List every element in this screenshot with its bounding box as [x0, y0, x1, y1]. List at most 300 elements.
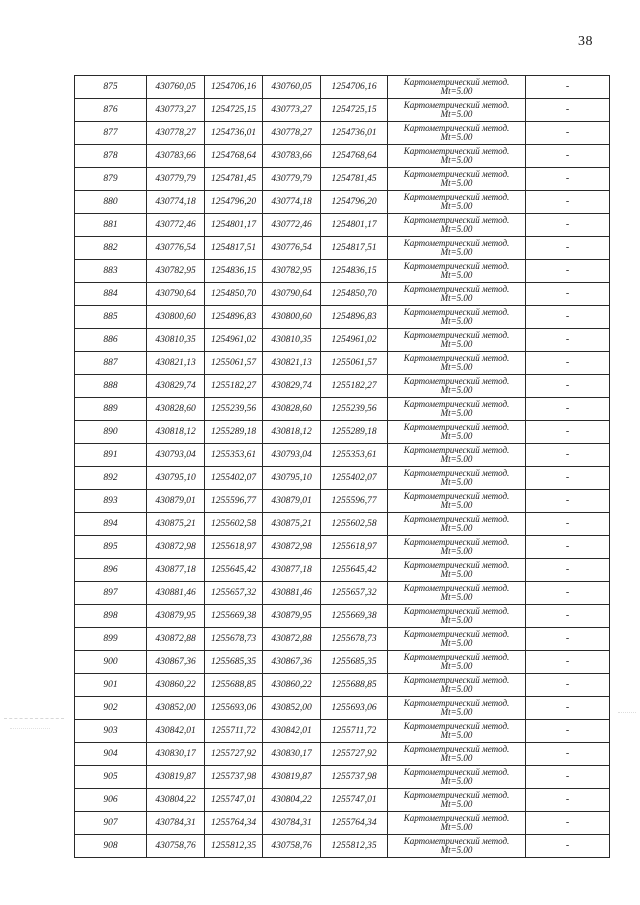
- table-row: [75, 789, 610, 812]
- scan-artifact: [618, 712, 636, 727]
- new-x-cell: 430828,60: [263, 398, 321, 421]
- existing-x-cell: 430776,54: [147, 237, 205, 260]
- method-cell: [388, 467, 526, 490]
- note-cell: -: [526, 306, 610, 329]
- method-accuracy: Mt=5.00: [440, 293, 473, 303]
- note-cell: -: [526, 605, 610, 628]
- note-cell: -: [526, 835, 610, 858]
- method-accuracy: Mt=5.00: [440, 339, 473, 349]
- method-name: Картометрический метод.: [403, 100, 510, 110]
- existing-y-cell: 1254896,83: [205, 306, 263, 329]
- point-number-cell: 878: [75, 145, 147, 168]
- new-y-cell: 1255239,56: [321, 398, 388, 421]
- new-y-cell: 1254736,01: [321, 122, 388, 145]
- new-y-cell: 1255596,77: [321, 490, 388, 513]
- note-cell: -: [526, 651, 610, 674]
- new-y-cell: 1255353,61: [321, 444, 388, 467]
- existing-x-cell: 430828,60: [147, 398, 205, 421]
- existing-y-cell: 1254706,16: [205, 76, 263, 99]
- method-name: Картометрический метод.: [403, 744, 510, 754]
- existing-y-cell: 1255596,77: [205, 490, 263, 513]
- method-cell: [388, 536, 526, 559]
- new-y-cell: 1254896,83: [321, 306, 388, 329]
- existing-x-cell: 430790,64: [147, 283, 205, 306]
- method-cell: [388, 306, 526, 329]
- existing-x-cell: 430829,74: [147, 375, 205, 398]
- method-name: Картометрический метод.: [403, 330, 510, 340]
- point-number-cell: 895: [75, 536, 147, 559]
- method-accuracy: Mt=5.00: [440, 454, 473, 464]
- method-accuracy: Mt=5.00: [440, 201, 473, 211]
- method-accuracy: Mt=5.00: [440, 109, 473, 119]
- method-cell: [388, 260, 526, 283]
- method-name: Картометрический метод.: [403, 629, 510, 639]
- note-cell: -: [526, 766, 610, 789]
- table-row: [75, 421, 610, 444]
- new-x-cell: 430881,46: [263, 582, 321, 605]
- method-accuracy: Mt=5.00: [440, 638, 473, 648]
- existing-x-cell: 430821,13: [147, 352, 205, 375]
- existing-y-cell: 1255402,07: [205, 467, 263, 490]
- point-number-cell: 898: [75, 605, 147, 628]
- new-x-cell: 430821,13: [263, 352, 321, 375]
- point-number-cell: 876: [75, 99, 147, 122]
- new-x-cell: 430818,12: [263, 421, 321, 444]
- method-accuracy: Mt=5.00: [440, 431, 473, 441]
- point-number-cell: 894: [75, 513, 147, 536]
- existing-y-cell: 1254736,01: [205, 122, 263, 145]
- method-name: Картометрический метод.: [403, 77, 510, 87]
- point-number-cell: 883: [75, 260, 147, 283]
- method-name: Картометрический метод.: [403, 307, 510, 317]
- point-number-cell: 907: [75, 812, 147, 835]
- existing-y-cell: 1255618,97: [205, 536, 263, 559]
- existing-x-cell: 430804,22: [147, 789, 205, 812]
- existing-y-cell: 1255061,57: [205, 352, 263, 375]
- point-number-cell: 902: [75, 697, 147, 720]
- existing-y-cell: 1254817,51: [205, 237, 263, 260]
- table-row: [75, 766, 610, 789]
- method-name: Картометрический метод.: [403, 376, 510, 386]
- note-cell: -: [526, 145, 610, 168]
- point-number-cell: 884: [75, 283, 147, 306]
- method-accuracy: Mt=5.00: [440, 477, 473, 487]
- method-name: Картометрический метод.: [403, 353, 510, 363]
- existing-y-cell: 1255685,35: [205, 651, 263, 674]
- method-accuracy: Mt=5.00: [440, 569, 473, 579]
- method-accuracy: Mt=5.00: [440, 178, 473, 188]
- existing-x-cell: 430758,76: [147, 835, 205, 858]
- scan-artifact: [10, 728, 50, 733]
- note-cell: -: [526, 536, 610, 559]
- new-x-cell: 430819,87: [263, 766, 321, 789]
- new-x-cell: 430830,17: [263, 743, 321, 766]
- existing-y-cell: 1255678,73: [205, 628, 263, 651]
- method-accuracy: Mt=5.00: [440, 270, 473, 280]
- method-cell: [388, 513, 526, 536]
- method-accuracy: Mt=5.00: [440, 86, 473, 96]
- new-y-cell: 1254961,02: [321, 329, 388, 352]
- point-number-cell: 897: [75, 582, 147, 605]
- note-cell: -: [526, 398, 610, 421]
- scan-artifact: [4, 718, 64, 725]
- point-number-cell: 892: [75, 467, 147, 490]
- table-row: [75, 513, 610, 536]
- method-name: Картометрический метод.: [403, 215, 510, 225]
- note-cell: -: [526, 352, 610, 375]
- method-name: Картометрический метод.: [403, 284, 510, 294]
- method-accuracy: Mt=5.00: [440, 155, 473, 165]
- existing-x-cell: 430867,36: [147, 651, 205, 674]
- existing-y-cell: 1255737,98: [205, 766, 263, 789]
- table-row: [75, 76, 610, 99]
- new-y-cell: 1255602,58: [321, 513, 388, 536]
- existing-x-cell: 430872,98: [147, 536, 205, 559]
- method-cell: [388, 76, 526, 99]
- existing-y-cell: 1254836,15: [205, 260, 263, 283]
- method-cell: [388, 444, 526, 467]
- new-y-cell: 1254817,51: [321, 237, 388, 260]
- table-row: [75, 628, 610, 651]
- new-y-cell: 1254836,15: [321, 260, 388, 283]
- method-name: Картометрический метод.: [403, 836, 510, 846]
- existing-x-cell: 430830,17: [147, 743, 205, 766]
- new-y-cell: 1255685,35: [321, 651, 388, 674]
- new-y-cell: 1255678,73: [321, 628, 388, 651]
- existing-y-cell: 1255645,42: [205, 559, 263, 582]
- existing-y-cell: 1255239,56: [205, 398, 263, 421]
- table-row: [75, 743, 610, 766]
- coordinates-table: [74, 75, 610, 858]
- method-name: Картометрический метод.: [403, 123, 510, 133]
- new-y-cell: 1255618,97: [321, 536, 388, 559]
- existing-x-cell: 430779,79: [147, 168, 205, 191]
- existing-y-cell: 1255812,35: [205, 835, 263, 858]
- note-cell: -: [526, 559, 610, 582]
- new-y-cell: 1255402,07: [321, 467, 388, 490]
- new-y-cell: 1255669,38: [321, 605, 388, 628]
- point-number-cell: 886: [75, 329, 147, 352]
- table-row: [75, 651, 610, 674]
- note-cell: -: [526, 789, 610, 812]
- note-cell: -: [526, 628, 610, 651]
- method-cell: [388, 605, 526, 628]
- point-number-cell: 875: [75, 76, 147, 99]
- table-row: [75, 99, 610, 122]
- existing-x-cell: 430760,05: [147, 76, 205, 99]
- table-row: [75, 306, 610, 329]
- method-cell: [388, 720, 526, 743]
- method-cell: [388, 766, 526, 789]
- note-cell: -: [526, 76, 610, 99]
- method-accuracy: Mt=5.00: [440, 730, 473, 740]
- method-name: Картометрический метод.: [403, 537, 510, 547]
- method-cell: [388, 122, 526, 145]
- new-y-cell: 1255747,01: [321, 789, 388, 812]
- method-name: Картометрический метод.: [403, 445, 510, 455]
- table-row: [75, 375, 610, 398]
- existing-x-cell: 430773,27: [147, 99, 205, 122]
- method-cell: [388, 697, 526, 720]
- note-cell: -: [526, 191, 610, 214]
- method-cell: [388, 812, 526, 835]
- new-x-cell: 430879,95: [263, 605, 321, 628]
- new-x-cell: 430779,79: [263, 168, 321, 191]
- point-number-cell: 879: [75, 168, 147, 191]
- method-cell: [388, 375, 526, 398]
- new-y-cell: 1255764,34: [321, 812, 388, 835]
- existing-x-cell: 430795,10: [147, 467, 205, 490]
- point-number-cell: 890: [75, 421, 147, 444]
- existing-x-cell: 430879,95: [147, 605, 205, 628]
- method-accuracy: Mt=5.00: [440, 408, 473, 418]
- method-accuracy: Mt=5.00: [440, 224, 473, 234]
- method-accuracy: Mt=5.00: [440, 546, 473, 556]
- existing-y-cell: 1254768,64: [205, 145, 263, 168]
- table-row: [75, 720, 610, 743]
- method-accuracy: Mt=5.00: [440, 845, 473, 855]
- existing-x-cell: 430860,22: [147, 674, 205, 697]
- table-row: [75, 145, 610, 168]
- method-accuracy: Mt=5.00: [440, 362, 473, 372]
- existing-y-cell: 1255602,58: [205, 513, 263, 536]
- method-accuracy: Mt=5.00: [440, 822, 473, 832]
- note-cell: -: [526, 743, 610, 766]
- new-y-cell: 1254796,20: [321, 191, 388, 214]
- method-cell: [388, 237, 526, 260]
- existing-x-cell: 430782,95: [147, 260, 205, 283]
- note-cell: -: [526, 513, 610, 536]
- point-number-cell: 881: [75, 214, 147, 237]
- method-cell: [388, 352, 526, 375]
- note-cell: -: [526, 674, 610, 697]
- method-accuracy: Mt=5.00: [440, 615, 473, 625]
- method-name: Картометрический метод.: [403, 192, 510, 202]
- table-row: [75, 329, 610, 352]
- table-row: [75, 122, 610, 145]
- new-x-cell: 430774,18: [263, 191, 321, 214]
- existing-x-cell: 430819,87: [147, 766, 205, 789]
- note-cell: -: [526, 375, 610, 398]
- new-x-cell: 430800,60: [263, 306, 321, 329]
- existing-x-cell: 430778,27: [147, 122, 205, 145]
- new-y-cell: 1255688,85: [321, 674, 388, 697]
- new-x-cell: 430872,98: [263, 536, 321, 559]
- method-cell: [388, 214, 526, 237]
- table-row: [75, 605, 610, 628]
- note-cell: -: [526, 237, 610, 260]
- method-accuracy: Mt=5.00: [440, 523, 473, 533]
- method-name: Картометрический метод.: [403, 238, 510, 248]
- table-row: [75, 490, 610, 513]
- method-name: Картометрический метод.: [403, 169, 510, 179]
- method-accuracy: Mt=5.00: [440, 132, 473, 142]
- existing-y-cell: 1255764,34: [205, 812, 263, 835]
- point-number-cell: 905: [75, 766, 147, 789]
- method-name: Картометрический метод.: [403, 261, 510, 271]
- table-row: [75, 260, 610, 283]
- new-x-cell: 430877,18: [263, 559, 321, 582]
- note-cell: -: [526, 329, 610, 352]
- existing-x-cell: 430784,31: [147, 812, 205, 835]
- method-cell: [388, 421, 526, 444]
- existing-x-cell: 430774,18: [147, 191, 205, 214]
- new-x-cell: 430760,05: [263, 76, 321, 99]
- new-x-cell: 430829,74: [263, 375, 321, 398]
- existing-x-cell: 430879,01: [147, 490, 205, 513]
- new-x-cell: 430804,22: [263, 789, 321, 812]
- method-name: Картометрический метод.: [403, 652, 510, 662]
- existing-x-cell: 430872,88: [147, 628, 205, 651]
- method-accuracy: Mt=5.00: [440, 592, 473, 602]
- method-accuracy: Mt=5.00: [440, 707, 473, 717]
- table-row: [75, 467, 610, 490]
- new-x-cell: 430842,01: [263, 720, 321, 743]
- existing-y-cell: 1255353,61: [205, 444, 263, 467]
- existing-y-cell: 1255693,06: [205, 697, 263, 720]
- method-name: Картометрический метод.: [403, 721, 510, 731]
- table-row: [75, 835, 610, 858]
- existing-x-cell: 430852,00: [147, 697, 205, 720]
- table-body: [75, 76, 610, 858]
- existing-x-cell: 430810,35: [147, 329, 205, 352]
- point-number-cell: 899: [75, 628, 147, 651]
- method-cell: [388, 168, 526, 191]
- existing-y-cell: 1255688,85: [205, 674, 263, 697]
- method-accuracy: Mt=5.00: [440, 661, 473, 671]
- existing-y-cell: 1254725,15: [205, 99, 263, 122]
- new-x-cell: 430852,00: [263, 697, 321, 720]
- existing-x-cell: 430800,60: [147, 306, 205, 329]
- new-y-cell: 1255289,18: [321, 421, 388, 444]
- new-y-cell: 1254781,45: [321, 168, 388, 191]
- note-cell: -: [526, 697, 610, 720]
- table-row: [75, 697, 610, 720]
- note-cell: -: [526, 490, 610, 513]
- existing-y-cell: 1254796,20: [205, 191, 263, 214]
- table-row: [75, 352, 610, 375]
- method-accuracy: Mt=5.00: [440, 247, 473, 257]
- point-number-cell: 877: [75, 122, 147, 145]
- new-y-cell: 1255727,92: [321, 743, 388, 766]
- new-y-cell: 1254725,15: [321, 99, 388, 122]
- point-number-cell: 901: [75, 674, 147, 697]
- method-name: Картометрический метод.: [403, 675, 510, 685]
- new-x-cell: 430875,21: [263, 513, 321, 536]
- new-x-cell: 430867,36: [263, 651, 321, 674]
- point-number-cell: 880: [75, 191, 147, 214]
- point-number-cell: 893: [75, 490, 147, 513]
- note-cell: -: [526, 260, 610, 283]
- method-cell: [388, 283, 526, 306]
- existing-x-cell: 430772,46: [147, 214, 205, 237]
- method-cell: [388, 674, 526, 697]
- page-number: 38: [578, 34, 593, 49]
- point-number-cell: 882: [75, 237, 147, 260]
- new-x-cell: 430776,54: [263, 237, 321, 260]
- new-x-cell: 430793,04: [263, 444, 321, 467]
- table-row: [75, 398, 610, 421]
- note-cell: -: [526, 99, 610, 122]
- note-cell: -: [526, 812, 610, 835]
- new-x-cell: 430790,64: [263, 283, 321, 306]
- existing-y-cell: 1255669,38: [205, 605, 263, 628]
- table-row: [75, 674, 610, 697]
- new-x-cell: 430758,76: [263, 835, 321, 858]
- method-accuracy: Mt=5.00: [440, 753, 473, 763]
- method-cell: [388, 559, 526, 582]
- point-number-cell: 906: [75, 789, 147, 812]
- existing-y-cell: 1255289,18: [205, 421, 263, 444]
- new-x-cell: 430773,27: [263, 99, 321, 122]
- table-row: [75, 214, 610, 237]
- existing-y-cell: 1254961,02: [205, 329, 263, 352]
- new-x-cell: 430872,88: [263, 628, 321, 651]
- new-x-cell: 430860,22: [263, 674, 321, 697]
- new-y-cell: 1255693,06: [321, 697, 388, 720]
- existing-x-cell: 430842,01: [147, 720, 205, 743]
- existing-y-cell: 1255182,27: [205, 375, 263, 398]
- existing-x-cell: 430818,12: [147, 421, 205, 444]
- existing-y-cell: 1255747,01: [205, 789, 263, 812]
- method-cell: [388, 582, 526, 605]
- note-cell: -: [526, 421, 610, 444]
- method-name: Картометрический метод.: [403, 514, 510, 524]
- method-name: Картометрический метод.: [403, 468, 510, 478]
- point-number-cell: 904: [75, 743, 147, 766]
- method-cell: [388, 329, 526, 352]
- existing-x-cell: 430783,66: [147, 145, 205, 168]
- existing-x-cell: 430793,04: [147, 444, 205, 467]
- note-cell: -: [526, 467, 610, 490]
- method-name: Картометрический метод.: [403, 422, 510, 432]
- new-x-cell: 430783,66: [263, 145, 321, 168]
- table-row: [75, 536, 610, 559]
- point-number-cell: 900: [75, 651, 147, 674]
- method-accuracy: Mt=5.00: [440, 684, 473, 694]
- note-cell: -: [526, 283, 610, 306]
- note-cell: -: [526, 168, 610, 191]
- new-y-cell: 1255657,32: [321, 582, 388, 605]
- point-number-cell: 887: [75, 352, 147, 375]
- table-row: [75, 283, 610, 306]
- new-x-cell: 430795,10: [263, 467, 321, 490]
- table-row: [75, 582, 610, 605]
- note-cell: -: [526, 444, 610, 467]
- new-y-cell: 1255711,72: [321, 720, 388, 743]
- method-accuracy: Mt=5.00: [440, 500, 473, 510]
- new-y-cell: 1254768,64: [321, 145, 388, 168]
- method-accuracy: Mt=5.00: [440, 316, 473, 326]
- existing-y-cell: 1254801,17: [205, 214, 263, 237]
- method-name: Картометрический метод.: [403, 560, 510, 570]
- point-number-cell: 903: [75, 720, 147, 743]
- note-cell: -: [526, 214, 610, 237]
- method-cell: [388, 628, 526, 651]
- note-cell: -: [526, 582, 610, 605]
- method-name: Картометрический метод.: [403, 790, 510, 800]
- method-cell: [388, 99, 526, 122]
- new-x-cell: 430810,35: [263, 329, 321, 352]
- new-y-cell: 1254706,16: [321, 76, 388, 99]
- point-number-cell: 888: [75, 375, 147, 398]
- point-number-cell: 889: [75, 398, 147, 421]
- new-x-cell: 430778,27: [263, 122, 321, 145]
- existing-y-cell: 1254781,45: [205, 168, 263, 191]
- method-name: Картометрический метод.: [403, 146, 510, 156]
- note-cell: -: [526, 720, 610, 743]
- new-y-cell: 1255812,35: [321, 835, 388, 858]
